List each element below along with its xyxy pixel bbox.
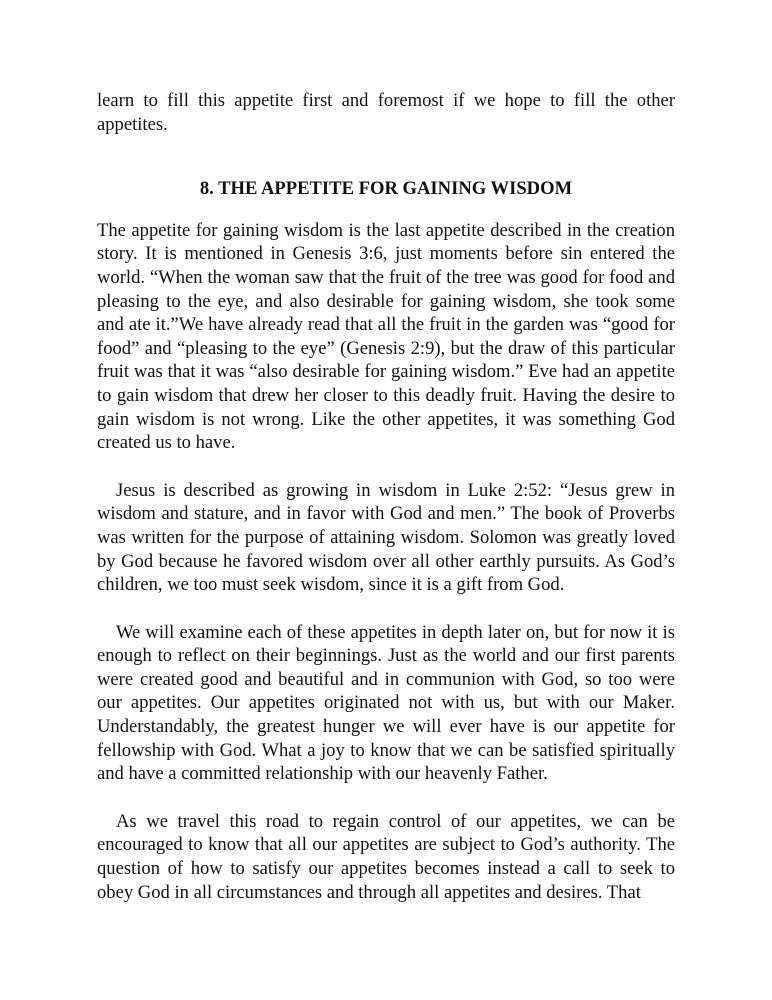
body-paragraph-2: Jesus is described as growing in wisdom in Luke 2:52: “Jesus grew in wisdom and stature, and in favor with God and men.” The book of Proverbs was written for the purpose of attaining wisdom. Solomon was greatly loved by God because he favored wisdom over all other earthly pursuits. As God’s children, we too must seek wisdom, since it is a gift from God. bbox=[97, 479, 675, 596]
section-heading: 8. THE APPETITE FOR GAINING WISDOM bbox=[199, 178, 573, 200]
page-body bbox=[97, 89, 675, 904]
body-paragraph-3: We will examine each of these appetites in depth later on, but for now it is enough to reflect on their beginnings. Just as the world and our first parents were created good and beautiful and in communion with God, so too were our appetites. Our appetites originated not with us, but with our Maker. Understandably, the greatest hunger we will ever have is our appetite for fellowship with God. What a joy to know that we can be satisfied spiritually and have a committed relationship with our heavenly Father. bbox=[97, 621, 675, 785]
continuation-paragraph: learn to fill this appetite first and foremost if we hope to fill the other appetites. bbox=[97, 90, 675, 135]
body-paragraph-1: The appetite for gaining wisdom is the last appetite described in the creation story. It is mentioned in Genesis 3:6, just moments before sin entered the world. “When the woman saw that the fruit of the tree was good for food and pleasing to the eye, and also desirable for gaining wisdom, she took some and ate it.”We have already read that all the fruit in the garden was “good for food” and “pleasing to the eye” (Genesis 2:9), but the draw of this particular fruit was that it was “also desirable for gaining wisdom.” Eve had an appetite to gain wisdom that drew her closer to this deadly fruit. Having the desire to gain wisdom is not wrong. Like the other appetites, it was something God created us to have. bbox=[97, 219, 675, 454]
body-paragraph-4: As we travel this road to regain control of our appetites, we can be encouraged to know that all our appetites are subject to God’s authority. The question of how to satisfy our appetites becomes instead a call to seek to obey God in all circumstances and through all appetites and desires. That bbox=[97, 810, 675, 903]
